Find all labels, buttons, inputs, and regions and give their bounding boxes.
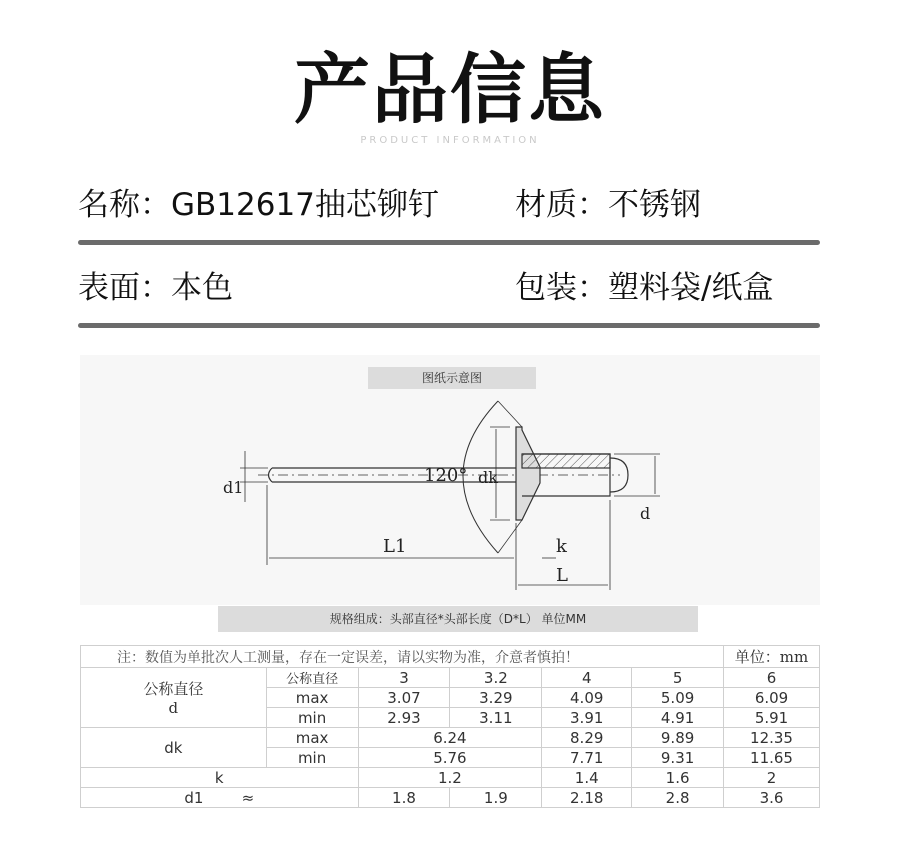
d-max-cell: 6.09 xyxy=(724,688,820,708)
k-row-label: k xyxy=(81,768,359,788)
k-cell: 1.2 xyxy=(358,768,542,788)
dk-min-cell: 11.65 xyxy=(724,748,820,768)
d-max-cell: 3.29 xyxy=(450,688,542,708)
min-label: min xyxy=(266,708,358,728)
table-row xyxy=(81,646,820,668)
rivet-diagram xyxy=(80,355,820,605)
d-min-cell: 3.11 xyxy=(450,708,542,728)
k-cell: 2 xyxy=(724,768,820,788)
mandrel-end xyxy=(269,468,273,482)
measurement-note: 注：数值为单批次人工测量，存在一定误差，请以实物为准，介意者慎拍！ xyxy=(81,646,724,668)
k-cell: 1.4 xyxy=(542,768,632,788)
size-cell: 5 xyxy=(632,668,724,688)
divider xyxy=(78,323,820,328)
dk-min-cell: 5.76 xyxy=(358,748,542,768)
dk-row-label: dk xyxy=(81,728,267,768)
dk-min-cell: 7.71 xyxy=(542,748,632,768)
d1-row-label xyxy=(81,788,359,808)
page-subtitle: PRODUCT INFORMATION xyxy=(360,135,540,146)
product-name: 名称：GB12617抽芯铆钉 xyxy=(78,187,439,223)
k-label: k xyxy=(556,536,567,557)
table-row xyxy=(81,668,820,688)
max-label: max xyxy=(266,728,358,748)
table-row xyxy=(81,768,820,788)
dk-max-cell: 12.35 xyxy=(724,728,820,748)
d-max-cell: 4.09 xyxy=(542,688,632,708)
d-max-cell: 5.09 xyxy=(632,688,724,708)
rivet-head xyxy=(516,427,540,520)
drawing-caption: 图纸示意图 xyxy=(368,367,536,389)
product-surface: 表面：本色 xyxy=(78,270,233,306)
d-max-cell: 3.07 xyxy=(358,688,450,708)
d-min-cell: 2.93 xyxy=(358,708,450,728)
dk-min-cell: 9.31 xyxy=(632,748,724,768)
divider xyxy=(78,240,820,245)
table-row xyxy=(81,728,820,748)
d1-label: d1 xyxy=(184,788,204,807)
max-label: max xyxy=(266,688,358,708)
d1-cell: 2.8 xyxy=(632,788,724,808)
rivet-drawing xyxy=(80,355,820,605)
d1-cell: 1.9 xyxy=(450,788,542,808)
min-label: min xyxy=(266,748,358,768)
l1-label: L1 xyxy=(383,536,407,557)
size-cell: 3.2 xyxy=(450,668,542,688)
d-label: d xyxy=(640,504,651,523)
page-title: 产品信息 xyxy=(294,45,606,134)
drawing-spec-caption: 规格组成：头部直径*头部长度（D*L） 单位MM xyxy=(218,606,698,632)
rivet-body-hatch xyxy=(522,454,610,468)
approx-symbol: ≈ xyxy=(241,788,255,807)
k-cell: 1.6 xyxy=(632,768,724,788)
d-min-cell: 4.91 xyxy=(632,708,724,728)
d1-cell: 2.18 xyxy=(542,788,632,808)
d1-label: d1 xyxy=(223,478,244,497)
d-min-cell: 3.91 xyxy=(542,708,632,728)
d1-cell: 3.6 xyxy=(724,788,820,808)
d-min-cell: 5.91 xyxy=(724,708,820,728)
dk-max-cell: 6.24 xyxy=(358,728,542,748)
nominal-label-cell: 公称直径 xyxy=(266,668,358,688)
product-material: 材质：不锈钢 xyxy=(515,187,701,223)
nominal-symbol: d xyxy=(168,699,179,717)
size-cell: 4 xyxy=(542,668,632,688)
spec-table xyxy=(80,645,820,808)
nominal-diameter-header xyxy=(81,668,267,728)
size-cell: 6 xyxy=(724,668,820,688)
d1-cell: 1.8 xyxy=(358,788,450,808)
unit-label: 单位：mm xyxy=(724,646,820,668)
size-cell: 3 xyxy=(358,668,450,688)
dk-label: dk xyxy=(478,468,498,487)
product-packaging: 包装：塑料袋/纸盒 xyxy=(515,270,774,306)
dk-max-cell: 9.89 xyxy=(632,728,724,748)
dk-max-cell: 8.29 xyxy=(542,728,632,748)
angle-label: 120° xyxy=(424,465,468,486)
nominal-label: 公称直径 xyxy=(143,680,204,698)
l-label: L xyxy=(556,565,568,586)
table-row xyxy=(81,788,820,808)
